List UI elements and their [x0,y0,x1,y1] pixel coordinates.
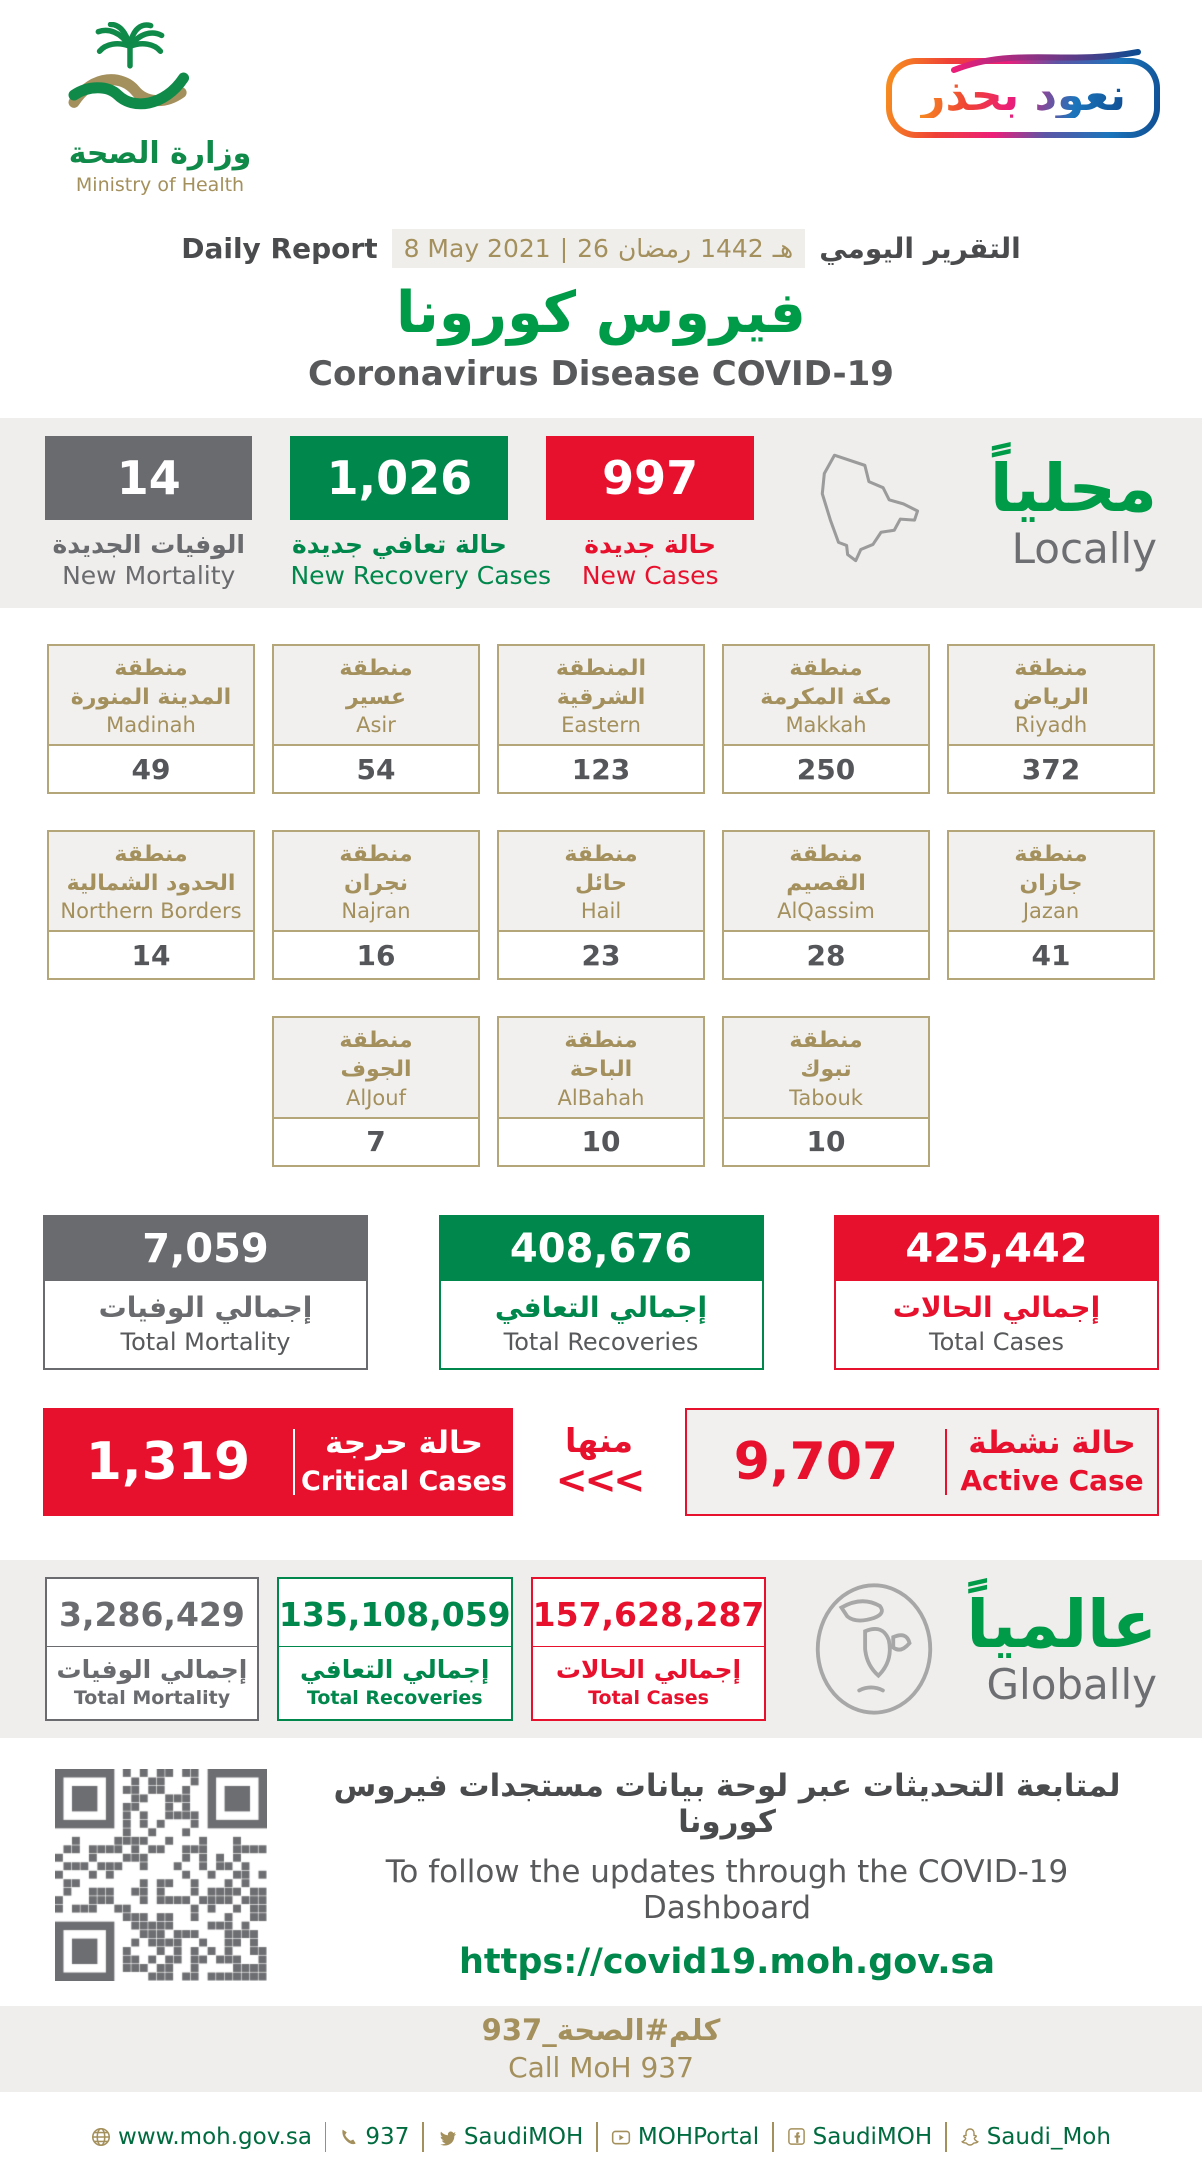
youtube-icon [611,2127,631,2147]
total-cases-label-english: Total Cases [929,1327,1064,1356]
region-name-english: Eastern [561,713,641,738]
region-prefix: منطقة [789,656,863,681]
footer-facebook-label: SaudiMOH [812,2123,933,2150]
total-mortality-value: 7,059 [45,1217,366,1281]
region-card-aljouf [272,1016,480,1166]
region-name-arabic: القصيم [786,870,866,896]
qr-code [55,1769,267,1981]
page-title-arabic: فيروس كورونا [396,280,806,346]
region-name-arabic: عسير [345,684,407,710]
region-name-english: Hail [580,899,622,924]
footer-snapchat-link[interactable] [960,2124,1111,2150]
total-mortality-box [43,1215,368,1370]
region-value: 250 [796,752,856,786]
region-prefix: منطقة [339,656,413,681]
totals-row [0,1215,1202,1370]
facebook-icon [787,2127,806,2146]
region-card-eastern [497,644,705,794]
region-name-arabic: المدينة المنورة [70,684,232,710]
region-card-albahah [497,1016,705,1166]
region-value: 372 [1021,752,1081,786]
footer-facebook-link[interactable] [787,2124,933,2150]
footer-separator [325,2122,327,2152]
locally-section [0,418,1202,608]
new-mortality-value: 14 [45,436,252,520]
total-recoveries-value: 408,676 [441,1217,762,1281]
region-prefix: منطقة [564,842,638,868]
call-moh-english: Call MoH 937 [508,2051,694,2085]
footer-snapchat-label: Saudi_Moh [986,2123,1111,2150]
region-card-tabouk [722,1016,930,1166]
region-value: 10 [581,1125,621,1159]
region-value: 49 [131,752,171,786]
new-cases-value: 997 [546,436,753,520]
region-name-english: Jazan [1022,899,1080,924]
call-hashtag-arabic: كلم#الصحة_937 [481,2013,721,2048]
globally-heading-arabic: عالمياً [966,1585,1157,1663]
global-cases-label-english: Total Cases [588,1686,709,1709]
snapchat-icon [960,2127,980,2147]
region-card-najran [272,830,480,980]
region-card-alqassim [722,830,930,980]
region-card-makkah [722,644,930,794]
global-mortality-label-arabic: إجمالي الوفيات [56,1654,248,1684]
region-card-asir [272,644,480,794]
new-recoveries-value: 1,026 [290,436,508,520]
dashboard-note-arabic: لمتابعة التحديثات عبر لوحة بيانات مستجدات فيروس كورونا [333,1767,1121,1840]
region-prefix: منطقة [564,1028,638,1054]
global-recoveries-box [277,1577,513,1721]
region-value: 23 [581,938,621,972]
region-card-madinah [47,644,255,794]
footer-separator [422,2122,424,2152]
region-prefix: منطقة [339,1028,413,1054]
footer-youtube-link[interactable] [611,2124,759,2150]
new-cases-label-arabic: حالة جديدة [584,530,716,559]
new-cases-label-english: New Cases [581,561,719,590]
active-cases-label-english: Active Case [960,1464,1144,1498]
region-prefix: منطقة [789,1028,863,1054]
region-row-2 [0,830,1202,980]
moh-logo-icon [55,22,205,134]
total-mortality-label-english: Total Mortality [120,1327,291,1356]
region-prefix: منطقة [1014,656,1088,681]
critical-cases-value: 1,319 [85,1431,251,1492]
region-value: 14 [131,938,171,972]
daily-report-label: Daily Report [181,232,378,265]
region-value: 16 [356,938,396,972]
footer-separator [596,2122,598,2152]
new-mortality-label-arabic: الوفيات الجديدة [52,530,245,559]
region-name-english: Riyadh [1014,713,1088,738]
critical-active-row [0,1408,1202,1516]
footer-separator [945,2122,947,2152]
region-name-english: Madinah [106,713,196,738]
region-card-northern-borders [47,830,255,980]
footer-twitter-label: SaudiMOH [463,2123,584,2150]
globe-icon [800,1575,948,1723]
header [0,0,1202,225]
dashboard-url-link[interactable]: https://covid19.moh.gov.sa [458,1941,996,1982]
daily-report-label-arabic: التقرير اليومي [819,232,1021,265]
footer-phone-label: 937 [365,2123,410,2150]
region-prefix: منطقة [114,842,188,868]
global-recoveries-label-arabic: إجمالي التعافي [300,1654,490,1684]
footer-youtube-label: MOHPortal [637,2123,760,2150]
twitter-icon [437,2127,457,2147]
region-name-arabic: الباحة [569,1056,633,1082]
new-recoveries-label-arabic: حالة تعافي جديدة [291,530,507,559]
region-name-arabic: تبوك [800,1056,852,1082]
page-title-english: Coronavirus Disease COVID-19 [308,354,894,394]
region-prefix: منطقة [114,656,188,681]
region-value: 28 [806,938,846,972]
footer-website-label: www.moh.gov.sa [118,2123,312,2150]
total-cases-label-arabic: إجمالي الحالات [892,1290,1101,1324]
return-with-caution-badge [886,58,1160,138]
region-card-hail [497,830,705,980]
active-cases-box [685,1408,1159,1516]
saudi-map-icon [800,443,952,583]
date-row [0,229,1202,268]
region-name-english: Najran [341,899,411,924]
locally-heading [989,450,1157,573]
global-cases-box [531,1577,767,1721]
new-recoveries-label-english: New Recovery Cases [290,561,551,590]
footer-twitter-link[interactable] [437,2124,584,2150]
region-value: 123 [571,752,631,786]
footer-separator [772,2122,774,2152]
logo-title-arabic: وزارة الصحة [68,136,252,171]
region-value: 54 [356,752,396,786]
logo-title-english: Ministry of Health [75,174,245,196]
region-name-english: Northern Borders [60,899,242,924]
global-cases-value: 157,628,287 [533,1579,765,1647]
total-recoveries-label-english: Total Recoveries [503,1327,699,1356]
region-value: 41 [1031,938,1071,972]
region-prefix: المنطقة [555,656,647,681]
total-recoveries-box [439,1215,764,1370]
region-name-english: AlJouf [346,1085,406,1110]
new-mortality-stat [45,436,252,590]
phone-icon [339,2127,358,2146]
region-name-arabic: مكة المكرمة [760,684,892,710]
region-card-jazan [947,830,1155,980]
region-card-riyadh [947,644,1155,794]
new-cases-stat [546,436,753,590]
footer-website-link[interactable] [91,2124,312,2150]
total-cases-box [834,1215,1159,1370]
region-prefix: منطقة [1014,842,1088,868]
of-which-indicator [553,1421,645,1503]
hijri-month: رمضان [617,234,692,263]
region-row-1 [0,644,1202,794]
region-value: 7 [366,1125,386,1159]
locally-heading-arabic: محلياً [989,450,1157,527]
region-name-english: Makkah [785,713,867,738]
region-name-english: AlBahah [557,1085,645,1110]
footer-phone-link[interactable] [339,2124,409,2150]
date-highlight [392,229,806,268]
region-name-english: Asir [356,713,396,738]
new-mortality-label-english: New Mortality [62,561,236,590]
region-name-english: AlQassim [777,899,875,924]
region-name-english: Tabouk [789,1085,863,1110]
region-value: 10 [806,1125,846,1159]
dashboard-note-english: To follow the updates through the COVID-19 Dashboard [385,1853,1069,1926]
global-mortality-label-english: Total Mortality [73,1686,231,1709]
region-name-arabic: الجوف [340,1056,412,1082]
date-gregorian: 8 May 2021 [403,234,551,263]
footer-contact-bar [0,2092,1202,2182]
active-cases-value: 9,707 [733,1431,899,1492]
badge-text: نعود بحذر [920,70,1126,121]
left-chevrons-icon: <<< [555,1458,643,1503]
total-mortality-label-arabic: إجمالي الوفيات [98,1290,313,1324]
globally-heading [966,1585,1157,1709]
locally-heading-english: Locally [1011,524,1157,573]
region-name-arabic: حائل [574,870,627,896]
region-name-arabic: نجران [343,870,409,896]
call-moh-section [0,2006,1202,2092]
globe-icon [91,2127,111,2147]
region-name-arabic: جازان [1019,870,1083,896]
region-name-arabic: الحدود الشمالية [66,870,236,896]
date-separator: | [559,234,569,263]
region-prefix: منطقة [789,842,863,868]
moh-logo [55,22,265,196]
badge-swoosh [894,44,1144,74]
region-name-arabic: الشرقية [556,684,646,710]
region-name-arabic: الرياض [1013,684,1089,710]
new-recoveries-stat [290,436,551,590]
of-which-label-arabic: منها [564,1421,634,1461]
critical-cases-label-english: Critical Cases [301,1465,507,1497]
hijri-day: 26 [577,234,609,263]
critical-cases-box [43,1408,513,1516]
critical-cases-label-arabic: حالة حرجة [325,1425,483,1462]
dashboard-section [0,1738,1202,2006]
global-recoveries-value: 135,108,059 [279,1579,511,1647]
total-cases-value: 425,442 [836,1217,1157,1281]
active-cases-label-arabic: حالة نشطة [968,1424,1136,1461]
total-recoveries-label-arabic: إجمالي التعافي [494,1290,708,1324]
hijri-year: 1442 [700,234,764,263]
globally-section [0,1560,1202,1738]
region-prefix: منطقة [339,842,413,868]
globally-heading-english: Globally [986,1659,1157,1709]
region-row-3 [0,1016,1202,1166]
global-mortality-box [45,1577,259,1721]
global-recoveries-label-english: Total Recoveries [306,1686,483,1709]
global-mortality-value: 3,286,429 [47,1579,257,1647]
hijri-era: هـ [772,234,794,263]
global-cases-label-arabic: إجمالي الحالات [555,1654,742,1684]
